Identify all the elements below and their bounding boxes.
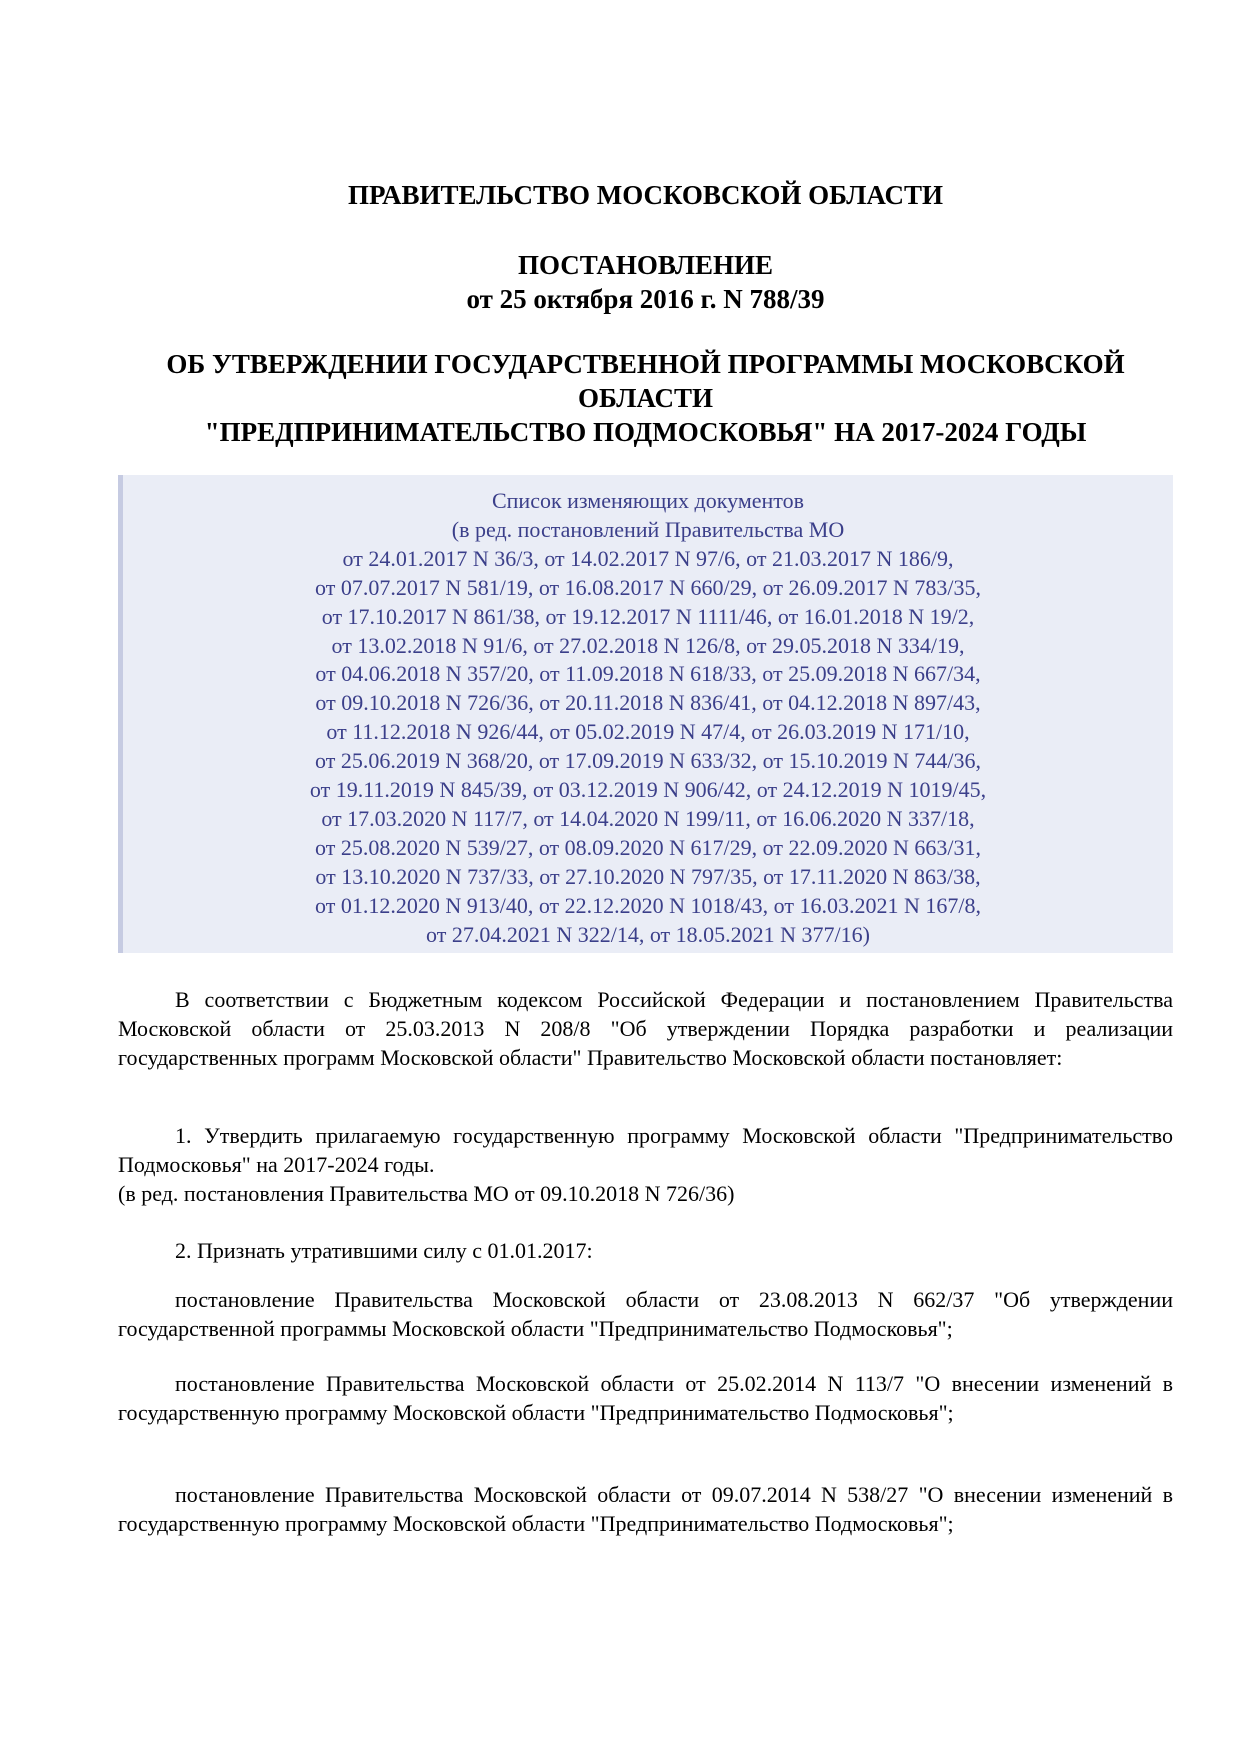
- changes-line: от 07.07.2017 N 581/19, от 16.08.2017 N 660/29, от 26.09.2017 N 783/35,: [315, 574, 981, 600]
- repealed-act-2: постановление Правительства Московской области от 25.02.2014 N 113/7 "О внесении изменений в государственную программу Московской области "Предпринимательство Подмосковья";: [118, 1371, 1173, 1425]
- repealed-act-3: постановление Правительства Московской области от 09.07.2014 N 538/27 "О внесении изменений в государственную программу Московской области "Предпринимательство Подмосковья";: [118, 1482, 1173, 1536]
- changes-line: от 24.01.2017 N 36/3, от 14.02.2017 N 97/6, от 21.03.2017 N 186/9,: [342, 545, 954, 571]
- changes-line: от 11.12.2018 N 926/44, от 05.02.2019 N 47/4, от 26.03.2019 N 171/10,: [326, 719, 970, 745]
- changes-line: от 13.10.2020 N 737/33, от 27.10.2020 N 797/35, от 17.11.2020 N 863/38,: [315, 863, 981, 889]
- organization-heading: ПРАВИТЕЛЬСТВО МОСКОВСКОЙ ОБЛАСТИ: [347, 180, 944, 210]
- repealed-act-1: постановление Правительства Московской области от 23.08.2013 N 662/37 "Об утверждении государственной программы Московской области "Предпринимательство Подмосковья";: [118, 1287, 1173, 1341]
- changes-line: от 25.08.2020 N 539/27, от 08.09.2020 N 617/29, от 22.09.2020 N 663/31,: [315, 834, 981, 860]
- subject-heading: [118, 347, 1173, 449]
- changes-line: от 27.04.2021 N 322/14, от 18.05.2021 N 377/16): [426, 921, 870, 947]
- changes-line: от 25.06.2019 N 368/20, от 17.09.2019 N 633/32, от 15.10.2019 N 744/36,: [315, 748, 981, 774]
- preamble-paragraph: В соответствии с Бюджетным кодексом Российской Федерации и постановлением Правительства Московской области от 25.03.2013 N 208/8 "Об утверждении Порядка разработки и реализации государственных программ Московской области" Правительство Московской области постановляет:: [118, 987, 1173, 1070]
- changes-line: от 17.03.2020 N 117/7, от 14.04.2020 N 199/11, от 16.06.2020 N 337/18,: [321, 805, 975, 831]
- decree-heading: [118, 248, 1173, 316]
- changes-line: от 13.02.2018 N 91/6, от 27.02.2018 N 126/8, от 29.05.2018 N 334/19,: [331, 632, 965, 658]
- changes-line: от 04.06.2018 N 357/20, от 11.09.2018 N 618/33, от 25.09.2018 N 667/34,: [315, 661, 981, 687]
- changes-line: от 17.10.2017 N 861/38, от 19.12.2017 N 1111/46, от 16.01.2018 N 19/2,: [321, 603, 975, 629]
- subject-line: "ПРЕДПРИНИМАТЕЛЬСТВО ПОДМОСКОВЬЯ" НА 2017-2024 ГОДЫ: [204, 417, 1087, 447]
- changes-line: от 09.10.2018 N 726/36, от 20.11.2018 N 836/41, от 04.12.2018 N 897/43,: [315, 690, 981, 716]
- amending-documents-box: [118, 475, 1173, 953]
- changes-line: от 19.11.2019 N 845/39, от 03.12.2019 N 906/42, от 24.12.2019 N 1019/45,: [309, 777, 987, 803]
- item-2-paragraph: 2. Признать утратившими силу с 01.01.2017:: [175, 1238, 593, 1263]
- subject-line: ОБЛАСТИ: [578, 383, 713, 413]
- item-1-edit-note: (в ред. постановления Правительства МО от 09.10.2018 N 726/36): [118, 1181, 735, 1206]
- changes-line: от 01.12.2020 N 913/40, от 22.12.2020 N 1018/43, от 16.03.2021 N 167/8,: [315, 892, 981, 918]
- doc-date-number: от 25 октября 2016 г. N 788/39: [466, 284, 825, 314]
- item-1-paragraph: 1. Утвердить прилагаемую государственную программу Московской области "Предпринимательство Подмосковья" на 2017-2024 годы.: [118, 1123, 1173, 1177]
- subject-line: ОБ УТВЕРЖДЕНИИ ГОСУДАРСТВЕННОЙ ПРОГРАММЫ МОСКОВСКОЙ: [166, 349, 1125, 379]
- changes-line: (в ред. постановлений Правительства МО: [451, 516, 845, 542]
- doc-type: ПОСТАНОВЛЕНИЕ: [517, 250, 774, 280]
- changes-line: Список изменяющих документов: [491, 488, 804, 513]
